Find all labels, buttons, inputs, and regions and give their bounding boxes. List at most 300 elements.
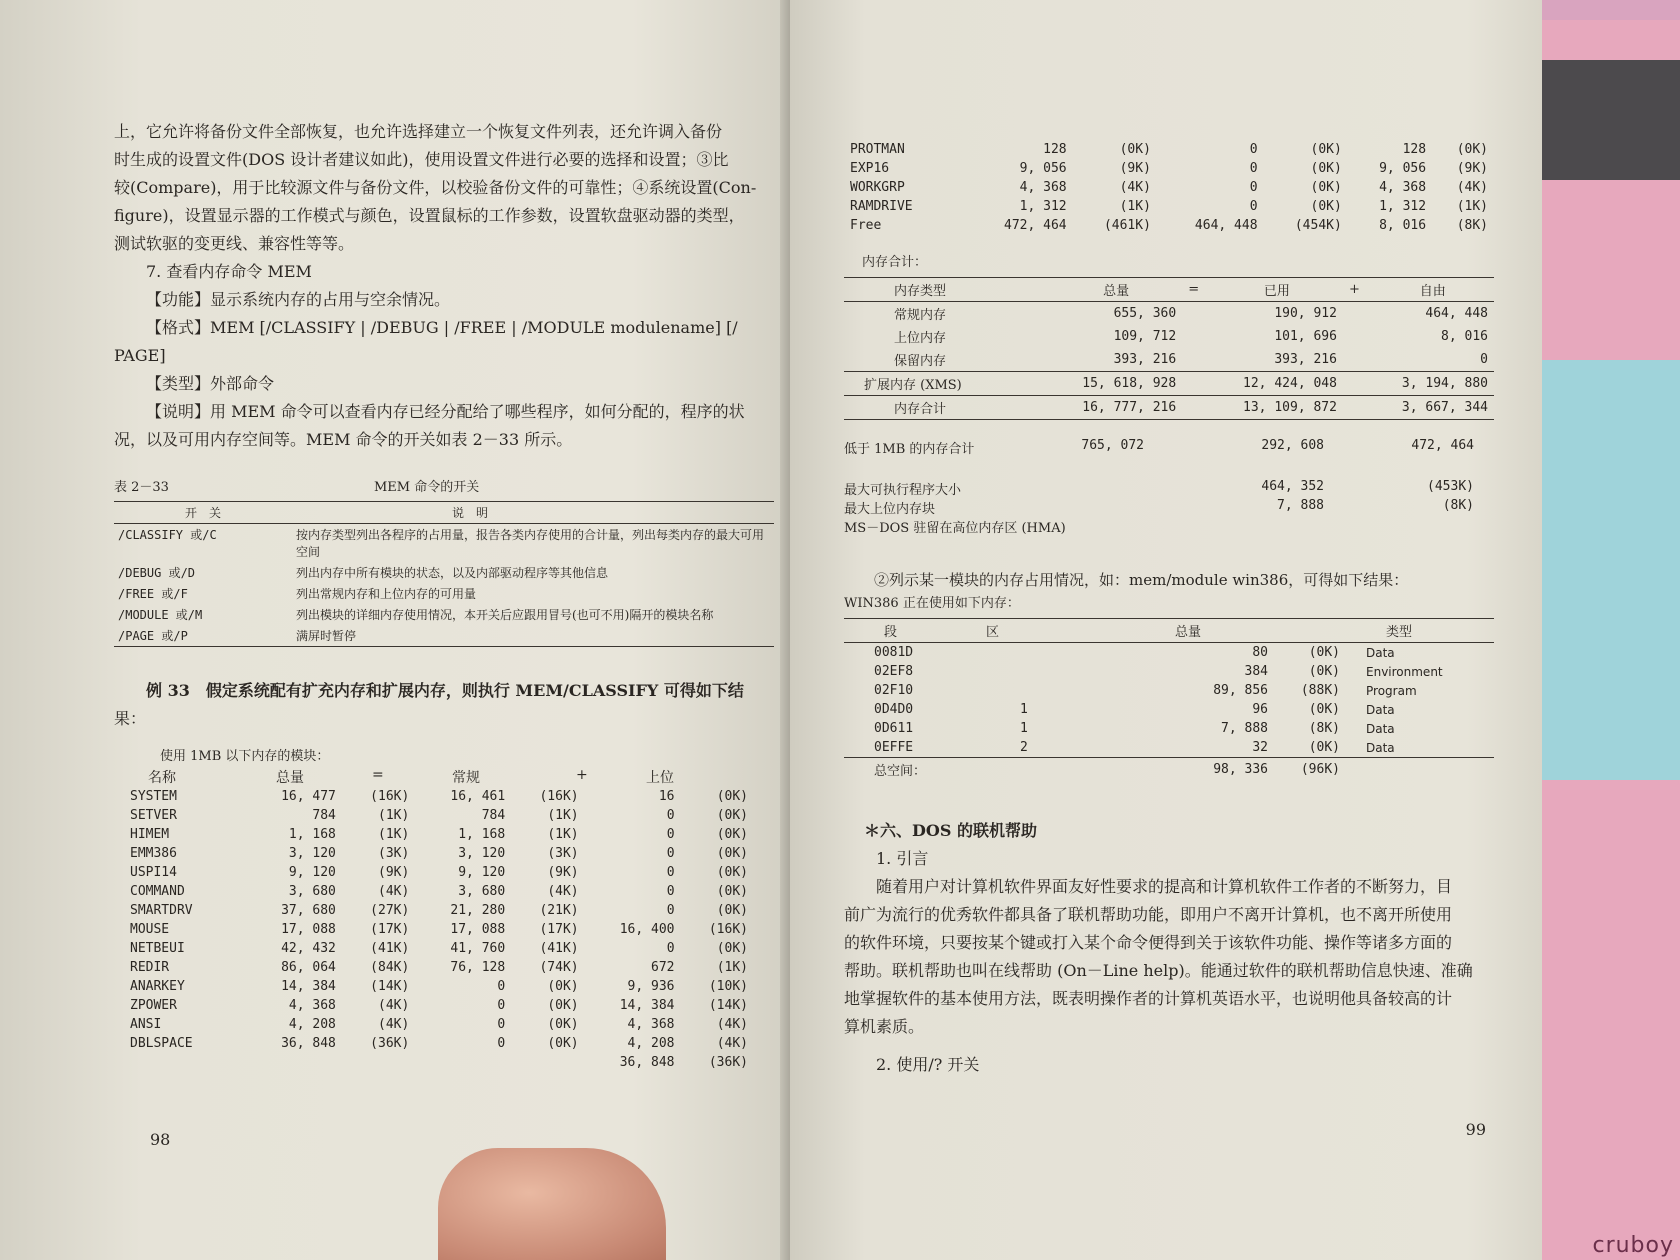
table-cell: (4K) [1119,180,1151,195]
table-cell: (1K) [1119,199,1151,214]
table-cell: 0 [497,1036,506,1051]
table-cell: REDIR [130,960,170,975]
table-cell: 0081D [874,645,914,660]
table-cell: 1, 312 [1019,199,1067,214]
win386-caption: WIN386 正在使用如下内存： [844,596,1020,611]
table-cell: (88K) [1300,683,1340,698]
example-line-cont: 果： [114,709,147,728]
table-cell: 3, 667, 344 [1401,400,1488,415]
summary-header-cell: 总量 [1103,284,1130,299]
table-cell: (0K) [1308,740,1340,755]
table-cell: (21K) [539,903,579,918]
table-row [124,901,754,920]
table-cell: 9, 120 [288,865,336,880]
intro-line: figure)，设置显示器的工作模式与颜色，设置鼠标的工作参数，设置软盘驱动器的类型， [114,206,745,225]
max-umb-k: (8K) [1442,498,1474,513]
table-cell: (0K) [716,808,748,823]
switch-key: /PAGE 或/P [118,629,188,643]
subsection-2: 2. 使用/? 开关 [876,1055,980,1074]
table-cell: 17, 088 [450,922,506,937]
table-cell: EXP16 [850,161,890,176]
table-cell: (41K) [539,941,579,956]
table-cell: (0K) [547,1036,579,1051]
table-cell: SMARTDRV [130,903,193,918]
segment-row [844,662,1494,681]
table-cell: Data [1366,645,1395,660]
total-space-spacer-2 [1346,758,1494,782]
table-cell: (4K) [716,1017,748,1032]
table-cell: Free [850,218,882,233]
table-cell: 42, 432 [281,941,336,956]
table-cell: (0K) [1310,161,1342,176]
table-cell: 128 [1043,142,1067,157]
table-row [124,996,754,1015]
table-cell: 80 [1252,645,1268,660]
table-cell: 3, 120 [458,846,506,861]
table-row [124,787,754,806]
table-cell: (0K) [1308,702,1340,717]
total-space-k: (96K) [1300,762,1340,777]
func-line: 【功能】显示系统内存的占用与空余情况。 [146,290,451,309]
table-cell: 0 [497,998,506,1013]
table-cell: (0K) [1119,142,1151,157]
segment-header-cell: 类型 [1386,625,1413,640]
table-cell: 36, 848 [619,1055,675,1070]
table-row [124,939,754,958]
summary-row [844,302,1494,326]
col-plus: + [576,767,588,783]
table-cell: USPI14 [130,865,177,880]
table-row [114,562,774,583]
table-cell: 8, 016 [1379,218,1427,233]
table-cell: 464, 448 [1194,218,1258,233]
modules-table [124,787,754,1072]
left-page [0,0,790,1260]
table-cell: 12, 424, 048 [1243,376,1337,391]
total-space-spacer [980,758,1102,782]
table-cell: 9, 120 [458,865,506,880]
table-row [844,216,1494,235]
format-line-cont: PAGE] [114,346,166,365]
spacer-cell [1182,325,1211,348]
help-paragraph [844,873,1502,1041]
table-cell: COMMAND [130,884,185,899]
table-cell: 0 [666,941,675,956]
table-cell: (4K) [547,884,579,899]
summary-row [844,372,1494,396]
table-cell: (74K) [539,960,579,975]
mem-total-caption: 内存合计： [862,255,928,270]
table-row [124,1053,754,1072]
table-cell: 4, 368 [288,998,336,1013]
modules-caption: 使用 1MB 以下内存的模块： [160,749,330,764]
table-cell: 4, 368 [1019,180,1067,195]
table-cell: 0 [666,846,675,861]
table-cell: 784 [312,808,336,823]
table-cell: 1 [1020,702,1028,717]
max-umb-label: 最大上位内存块 [844,502,936,517]
table-cell: (36K) [708,1055,748,1070]
table-cell: (9K) [378,865,410,880]
table-cell [246,1053,342,1072]
hma-line: MS－DOS 驻留在高位内存区 (HMA) [844,521,1066,536]
table-cell: 384 [1244,664,1268,679]
help-line: 地掌握软件的基本使用方法，既表明操作者的计算机英语水平，也说明他具备较高的计 [844,989,1453,1008]
table-cell: (0K) [716,827,748,842]
col-conv: 常规 [452,770,480,786]
table-row [844,178,1494,197]
spacer-cell [1182,348,1211,372]
table-cell: 89, 856 [1213,683,1268,698]
table-cell: MOUSE [130,922,170,937]
spacer-cell [1182,302,1211,326]
intro-line: 上，它允许将备份文件全部恢复，也允许选择建立一个恢复文件列表，还允许调入备份 [114,122,723,141]
switch-desc: 列出模块的详细内存使用情况，本开关后应跟用冒号(也可不用)隔开的模块名称 [296,608,714,622]
table-cell: Data [1366,702,1395,717]
table-cell [415,1053,511,1072]
intro-paragraph [114,118,770,258]
table-cell: (0K) [716,865,748,880]
summary-row [844,325,1494,348]
table-cell: 上位内存 [894,331,947,346]
table-cell: (0K) [1456,142,1488,157]
table-row [124,1015,754,1034]
table-cell: (1K) [716,960,748,975]
table-cell: (0K) [1310,199,1342,214]
summary-header-row [844,278,1494,302]
help-line: 随着用户对计算机软件界面友好性要求的提高和计算机软件工作者的不断努力，目 [876,877,1453,896]
switch-key: /MODULE 或/M [118,608,203,622]
table-header-cell: 说 明 [452,506,489,520]
table-cell [980,643,1102,663]
table-row [124,977,754,996]
table-cell: 101, 696 [1274,329,1337,344]
example2-line: ②列示某一模块的内存占用情况，如：mem/module win386，可得如下结果： [874,571,1409,589]
table-cell: (1K) [378,808,410,823]
table-cell: 3, 120 [288,846,336,861]
table-row [124,1034,754,1053]
table-cell: 16 [658,789,675,804]
below-1mb-label: 低于 1MB 的内存合计 [844,442,975,457]
table-row [124,806,754,825]
table-cell: (1K) [547,808,579,823]
table-cell: 4, 368 [627,1017,675,1032]
table-row [844,197,1494,216]
table-cell: (14K) [708,998,748,1013]
spacer-cell [1182,396,1211,420]
table-cell: ZPOWER [130,998,177,1013]
table-cell: (0K) [547,979,579,994]
table-cell [342,1053,415,1072]
page-number-left: 98 [150,1130,171,1149]
max-umb-value: 7, 888 [1277,498,1324,513]
table-cell: 464, 448 [1425,306,1488,321]
intro-line: 时生成的设置文件(DOS 设计者建议如此)，使用设置文件进行必要的选择和设置；③比 [114,150,729,169]
table-cell: (454K) [1294,218,1342,233]
table-cell: SETVER [130,808,177,823]
switch-desc: 列出内存中所有模块的状态，以及内部驱动程序等其他信息 [296,566,609,580]
max-exec-label: 最大可执行程序大小 [844,483,962,498]
table-cell: 16, 477 [281,789,336,804]
table-cell: 3, 194, 880 [1401,376,1488,391]
section-title: 7. 查看内存命令 MEM [146,262,312,281]
table-cell: Program [1366,683,1417,698]
section6-title: ＊六、DOS 的联机帮助 [864,821,1037,840]
table-cell: 32 [1252,740,1268,755]
table-header-row [114,502,774,524]
table-cell: 37, 680 [281,903,336,918]
table-cell: 0 [1480,352,1488,367]
table-cell: 41, 760 [450,941,506,956]
table-cell: (14K) [370,979,410,994]
help-line: 算机素质。 [844,1017,925,1036]
top-modules-table [844,140,1494,235]
table-cell: 672 [651,960,675,975]
table-cell: ANSI [130,1017,162,1032]
table-cell: 17, 088 [281,922,336,937]
table-cell: 14, 384 [281,979,336,994]
table-cell: 16, 777, 216 [1082,400,1177,415]
segment-header-cell: 总量 [1174,625,1201,640]
spacer-cell [1343,372,1372,396]
total-space-row [844,758,1494,782]
spacer-cell [1182,372,1211,396]
table-cell: 96 [1252,702,1268,717]
table-cell: (84K) [370,960,410,975]
table-row [124,825,754,844]
table-cell: (16K) [370,789,410,804]
table-cell: 128 [1402,142,1427,157]
table-cell: 扩展内存 (XMS) [864,378,962,393]
max-exec-row [844,479,1494,498]
max-exec-value: 464, 352 [1261,479,1324,494]
table-cell: PROTMAN [850,142,905,157]
table-cell: 86, 064 [281,960,336,975]
thumb-photo [438,1148,666,1260]
table-cell: 9, 056 [1019,161,1067,176]
table-cell: 0 [666,903,675,918]
table-cell: 36, 848 [281,1036,336,1051]
summary-header-cell: 已用 [1263,284,1290,299]
below-1mb-used: 292, 608 [1261,438,1324,453]
table-cell: (4K) [1456,180,1488,195]
table-cell: 15, 618, 928 [1082,376,1177,391]
segment-header-cell: 区 [986,625,1000,640]
table-cell: 常规内存 [894,308,947,323]
table-cell: 655, 360 [1113,306,1177,321]
summary-header-cell: 内存类型 [894,284,947,299]
segment-row [844,681,1494,700]
summary-row [844,348,1494,372]
summary-header-cell: = [1188,282,1200,297]
table-cell: 1, 312 [1379,199,1427,214]
table-cell: 3, 680 [458,884,506,899]
table-cell: 1 [1020,721,1028,736]
table-cell: (16K) [708,922,748,937]
table-cell: ANARKEY [130,979,185,994]
help-line: 帮助。联机帮助也叫在线帮助 (On－Line help)。能通过软件的联机帮助信息快速、准确 [844,961,1473,980]
switch-key: /CLASSIFY 或/C [118,528,217,542]
table-cell: (0K) [716,846,748,861]
table-cell: (4K) [378,884,410,899]
table-cell: (10K) [708,979,748,994]
table-cell: (4K) [378,998,410,1013]
table-cell: Environment [1366,664,1443,679]
table-cell: 4, 368 [1379,180,1427,195]
table-row [844,140,1494,159]
switch-key: /DEBUG 或/D [118,566,196,580]
desc-line-cont: 况，以及可用内存空间等。MEM 命令的开关如表 2－33 所示。 [114,430,573,449]
total-space-label: 总空间： [874,764,927,779]
table-cell: (8K) [1308,721,1340,736]
table-cell: WORKGRP [850,180,905,195]
table-cell: EMM386 [130,846,177,861]
example-line: 例 33 假定系统配有扩充内存和扩展内存，则执行 MEM/CLASSIFY 可得如下结 [146,681,744,700]
table-cell: 0 [1249,142,1258,157]
total-space-value: 98, 336 [1213,762,1268,777]
table-cell: (0K) [716,903,748,918]
summary-row [844,396,1494,420]
spacer-cell [1343,302,1372,326]
table-cell: (0K) [716,789,748,804]
help-line: 前广为流行的优秀软件都具备了联机帮助功能，即用户不离开计算机，也不离开所使用 [844,905,1453,924]
table-cell: 16, 461 [450,789,506,804]
table-cell: 76, 128 [450,960,506,975]
col-eq: = [372,767,384,783]
summary-header-cell: 自由 [1419,284,1446,299]
subsection-1: 1. 引言 [876,849,929,868]
max-umb-row [844,498,1494,517]
table-row [114,604,774,625]
table-cell: (1K) [378,827,410,842]
table-cell: 9, 056 [1379,161,1427,176]
right-page [790,0,1542,1260]
table-cell [124,1053,246,1072]
table-cell: (8K) [1456,218,1488,233]
format-line: 【格式】MEM [/CLASSIFY | /DEBUG | /FREE | /MODULE modulename] [/ [146,318,738,337]
table-cell: Data [1366,740,1395,755]
table-cell: 1, 168 [458,827,506,842]
table-cell: 393, 216 [1274,352,1337,367]
table-cell: 472, 464 [1004,218,1067,233]
spacer-cell [1343,325,1372,348]
table-cell: 0 [666,827,675,842]
table-cell: (0K) [1310,142,1342,157]
table-cell: Data [1366,721,1395,736]
table-cell: 0 [666,808,675,823]
table-cell: 2 [1020,740,1028,755]
table-cell: 21, 280 [450,903,506,918]
table-cell: 7, 888 [1221,721,1268,736]
col-total: 总量 [276,770,304,786]
segment-row [844,700,1494,719]
table-row [114,625,774,647]
table-cell: 0 [666,884,675,899]
table-cell: 0EFFE [874,740,914,755]
table-cell: 0 [666,865,675,880]
table-cell: (41K) [370,941,410,956]
below-1mb-free: 472, 464 [1411,438,1474,453]
table-cell: 0D4D0 [874,702,914,717]
table-cell: (3K) [378,846,410,861]
table-cell [980,662,1102,681]
intro-line: 测试软驱的变更线、兼容性等等。 [114,234,355,253]
background-stripe-dark [1540,60,1680,180]
table-cell: 02EF8 [874,664,914,679]
table-row [114,583,774,604]
switch-desc: 列出常规内存和上位内存的可用量 [296,587,477,601]
table-row [114,524,774,563]
table-cell: 0 [1249,161,1258,176]
table-header-cell: 开 关 [184,506,221,520]
table-cell: (0K) [547,1017,579,1032]
table-cell: 16, 400 [619,922,675,937]
segment-header-row [844,619,1494,643]
switch-table [114,501,774,647]
table-cell: NETBEUI [130,941,185,956]
table-cell: 784 [481,808,506,823]
table-cell: (0K) [1310,180,1342,195]
segment-header-cell: 段 [884,625,898,640]
table-cell [980,681,1102,700]
table-cell: 393, 216 [1113,352,1177,367]
switch-desc: 按内存类型列出各程序的占用量，报告各类内存使用的合计量，列出每类内存的最大可用空间 [296,528,765,559]
type-line: 【类型】外部命令 [146,374,275,393]
table-cell: (4K) [716,1036,748,1051]
table-row [124,958,754,977]
switch-key: /FREE 或/F [118,587,188,601]
col-upper: 上位 [646,770,674,786]
table-cell: (0K) [1308,645,1340,660]
below-1mb-total: 765, 072 [1081,438,1144,453]
table-cell: (0K) [547,998,579,1013]
desc-line: 【说明】用 MEM 命令可以查看内存已经分配给了哪些程序，如何分配的，程序的状 [146,402,745,421]
table-title: MEM 命令的开关 [374,480,480,495]
table-cell: 3, 680 [288,884,336,899]
table-row [124,882,754,901]
below-1mb-row [844,438,1494,457]
table-cell: (0K) [716,941,748,956]
page-number-right: 99 [1465,1120,1486,1139]
table-cell: 1, 168 [288,827,336,842]
intro-line: 较(Compare)，用于比较源文件与备份文件，以校验备份文件的可靠性；④系统设置(Con- [114,178,757,197]
help-line: 的软件环境，只要按某个键或打入某个命令便得到关于该软件功能、操作等诸多方面的 [844,933,1453,952]
background-stripe-teal [1540,360,1680,780]
table-cell: (1K) [1456,199,1488,214]
table-row [124,920,754,939]
table-cell: HIMEM [130,827,170,842]
table-cell: (9K) [1456,161,1488,176]
table-cell: (461K) [1103,218,1151,233]
table-cell: (16K) [539,789,579,804]
table-cell: 4, 208 [627,1036,675,1051]
win386-segment-table [844,618,1494,781]
table-cell: (9K) [547,865,579,880]
table-number: 表 2－33 [114,480,169,495]
table-row [124,844,754,863]
table-cell: (4K) [378,1017,410,1032]
max-exec-k: (453K) [1427,479,1474,494]
table-cell: 0 [497,1017,506,1032]
table-cell: 13, 109, 872 [1243,400,1337,415]
spacer-cell [1343,396,1372,420]
table-cell: (1K) [547,827,579,842]
modules-header [114,767,788,787]
table-cell: (0K) [1308,664,1340,679]
segment-row [844,738,1494,758]
col-name: 名称 [148,770,176,786]
segment-row [844,719,1494,738]
